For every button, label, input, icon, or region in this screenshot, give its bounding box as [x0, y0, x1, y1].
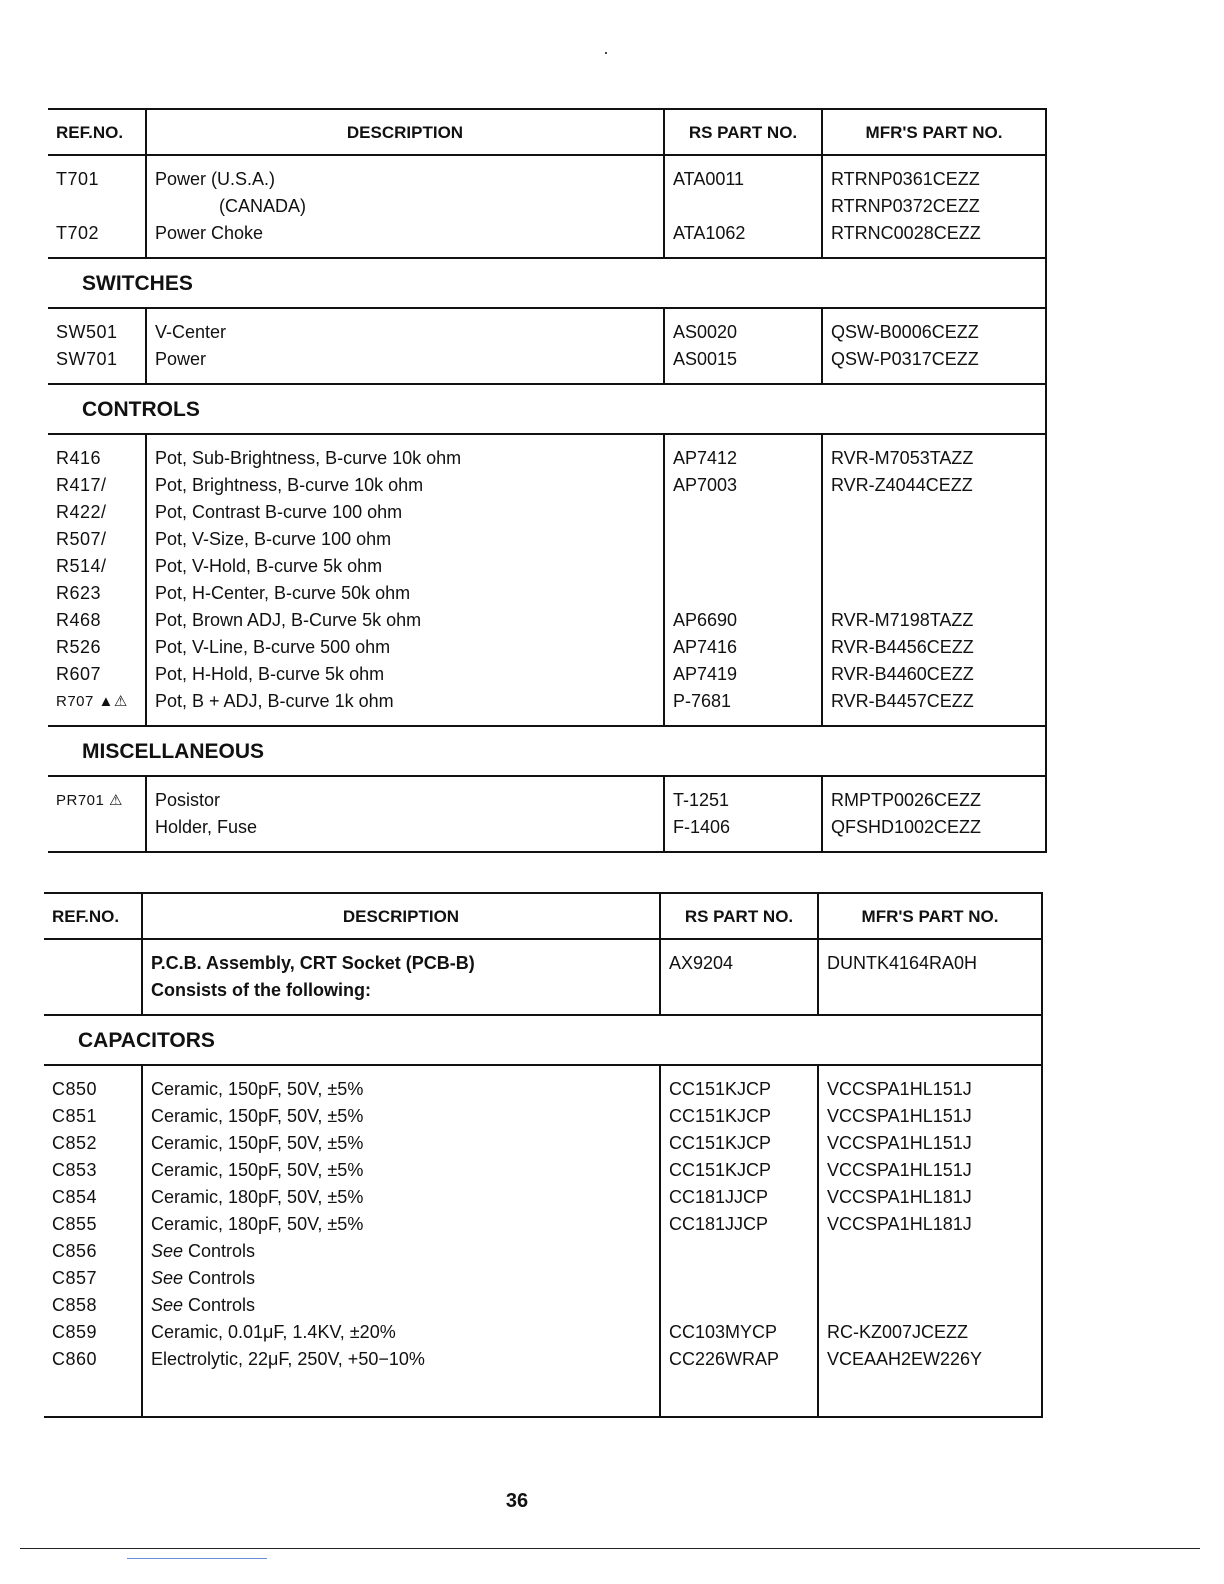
description-cell: Pot, V-Line, B-curve 500 ohm — [155, 637, 391, 657]
description-cell: Ceramic, 180pF, 50V, ±5% — [151, 1214, 364, 1234]
rs-part-cell: AX9204 — [669, 953, 734, 973]
see-label: See — [151, 1268, 184, 1288]
ref-cell: SW501 — [56, 322, 118, 342]
description-cell: Ceramic, 150pF, 50V, ±5% — [151, 1160, 364, 1180]
rs-part-cell: CC151KJCP — [669, 1079, 772, 1099]
speck — [605, 52, 607, 54]
description-cell: Posistor — [155, 790, 221, 810]
mfr-part-header: MFR'S PART NO. — [818, 893, 1042, 939]
rs-part-header: RS PART NO. — [660, 893, 818, 939]
rs-part-cell: AS0015 — [673, 349, 738, 369]
ref-cell: R422/ — [56, 502, 107, 522]
section-title-controls: CONTROLS — [48, 384, 1046, 434]
see-target: Controls — [183, 1295, 256, 1315]
table-row — [48, 308, 1046, 384]
ref-cell: R416 — [56, 448, 102, 468]
assembly-subtitle: Consists of the following: — [151, 980, 371, 1000]
rs-part-cell: AS0020 — [673, 322, 738, 342]
description-cell — [151, 1292, 651, 1319]
parts-table-1 — [48, 108, 1047, 853]
rs-part-cell: CC103MYCP — [669, 1322, 778, 1342]
ref-cell: C851 — [52, 1106, 98, 1126]
mfr-part-header: MFR'S PART NO. — [822, 109, 1046, 155]
ref-cell: T702 — [56, 223, 100, 243]
ref-cell: PR701 ⚠ — [56, 792, 123, 809]
section-title-miscellaneous: MISCELLANEOUS — [48, 726, 1046, 776]
table-row — [44, 939, 1042, 1015]
ref-cell: C860 — [52, 1349, 98, 1369]
ref-cell: C850 — [52, 1079, 98, 1099]
ref-cell: C855 — [52, 1214, 98, 1234]
rs-part-header: RS PART NO. — [664, 109, 822, 155]
table-header — [48, 109, 1046, 155]
description-cell: Pot, H-Center, B-curve 50k ohm — [155, 583, 411, 603]
description-cell: Pot, Sub-Brightness, B-curve 10k ohm — [155, 448, 462, 468]
mfr-part-cell: VCCSPA1HL151J — [827, 1160, 972, 1180]
description-cell: Ceramic, 180pF, 50V, ±5% — [151, 1187, 364, 1207]
description-cell: Pot, V-Hold, B-curve 5k ohm — [155, 556, 383, 576]
see-target: Controls — [183, 1241, 256, 1261]
mfr-part-cell: RVR-B4460CEZZ — [831, 664, 974, 684]
rs-part-cell: AP7003 — [673, 475, 738, 495]
table-row — [48, 434, 1046, 726]
table-row — [44, 1065, 1042, 1417]
see-label: See — [151, 1241, 184, 1261]
rs-part-cell: AP6690 — [673, 610, 738, 630]
ref-cell: R507/ — [56, 529, 107, 549]
ref-header: REF.NO. — [48, 109, 146, 155]
description-header: DESCRIPTION — [142, 893, 660, 939]
mfr-part-cell: VCCSPA1HL181J — [827, 1187, 972, 1207]
rs-part-cell: CC181JJCP — [669, 1214, 769, 1234]
mfr-part-cell: RVR-M7198TAZZ — [831, 610, 974, 630]
description-cell: Pot, Brown ADJ, B-Curve 5k ohm — [155, 610, 422, 630]
mfr-part-cell: VCCSPA1HL151J — [827, 1106, 972, 1126]
rs-part-cell: AP7412 — [673, 448, 738, 468]
mfr-part-cell: QFSHD1002CEZZ — [831, 817, 982, 837]
rs-part-cell: CC181JJCP — [669, 1187, 769, 1207]
rs-part-cell: F-1406 — [673, 817, 731, 837]
rs-part-cell: ATA1062 — [673, 223, 746, 243]
description-cell: Pot, Brightness, B-curve 10k ohm — [155, 475, 424, 495]
mfr-part-cell: VCCSPA1HL151J — [827, 1133, 972, 1153]
ref-cell: R526 — [56, 637, 102, 657]
mfr-part-cell: RTRNC0028CEZZ — [831, 223, 981, 243]
ref-cell: SW701 — [56, 349, 118, 369]
description-cell: Ceramic, 150pF, 50V, ±5% — [151, 1106, 364, 1126]
rs-part-cell: CC151KJCP — [669, 1160, 772, 1180]
ref-cell: R607 — [56, 664, 102, 684]
description-cell: Ceramic, 150pF, 50V, ±5% — [151, 1079, 364, 1099]
ref-cell: C854 — [52, 1187, 98, 1207]
mfr-part-cell: RVR-M7053TAZZ — [831, 448, 974, 468]
mfr-part-cell: RTRNP0372CEZZ — [831, 196, 980, 216]
rs-part-cell: CC226WRAP — [669, 1349, 780, 1369]
section-row — [48, 726, 1046, 776]
see-target: Controls — [183, 1268, 256, 1288]
rs-part-cell: AP7419 — [673, 664, 738, 684]
rs-part-cell: P-7681 — [673, 691, 732, 711]
mfr-part-cell: RVR-Z4044CEZZ — [831, 475, 973, 495]
mfr-part-cell: RVR-B4457CEZZ — [831, 691, 974, 711]
mfr-part-cell: RVR-B4456CEZZ — [831, 637, 974, 657]
ref-header: REF.NO. — [44, 893, 142, 939]
mfr-part-cell: QSW-B0006CEZZ — [831, 322, 979, 342]
ref-cell: C857 — [52, 1268, 98, 1288]
footer-accent-rule — [127, 1558, 267, 1559]
table-header — [44, 893, 1042, 939]
description-cell: Power — [155, 349, 207, 369]
ref-cell: T701 — [56, 169, 100, 189]
ref-cell: R707 ▲⚠ — [56, 693, 128, 710]
footer-rule — [20, 1548, 1200, 1549]
mfr-part-cell: RTRNP0361CEZZ — [831, 169, 980, 189]
description-cell: Ceramic, 150pF, 50V, ±5% — [151, 1133, 364, 1153]
section-row — [48, 258, 1046, 308]
description-cell: Pot, Contrast B-curve 100 ohm — [155, 502, 403, 522]
ref-cell: R468 — [56, 610, 102, 630]
mfr-part-cell: RMPTP0026CEZZ — [831, 790, 982, 810]
ref-cell: C852 — [52, 1133, 98, 1153]
assembly-title: P.C.B. Assembly, CRT Socket (PCB-B) — [151, 953, 475, 973]
mfr-part-cell: VCEAAH2EW226Y — [827, 1349, 983, 1369]
description-cell — [151, 1265, 651, 1292]
mfr-part-cell: QSW-P0317CEZZ — [831, 349, 979, 369]
page-number: 36 — [505, 1490, 529, 1512]
section-title-capacitors: CAPACITORS — [44, 1015, 1042, 1065]
rs-part-cell: T-1251 — [673, 790, 730, 810]
description-cell: (CANADA) — [219, 196, 307, 216]
description-cell: Pot, H-Hold, B-curve 5k ohm — [155, 664, 385, 684]
ref-cell: C856 — [52, 1241, 98, 1261]
rs-part-cell: CC151KJCP — [669, 1133, 772, 1153]
ref-cell: C859 — [52, 1322, 98, 1342]
mfr-part-cell: DUNTK4164RA0H — [827, 953, 978, 973]
mfr-part-cell: VCCSPA1HL151J — [827, 1079, 972, 1099]
section-row — [44, 1015, 1042, 1065]
description-cell: Holder, Fuse — [155, 817, 258, 837]
rs-part-cell: AP7416 — [673, 637, 738, 657]
parts-table-2 — [44, 892, 1043, 1418]
ref-cell: C858 — [52, 1295, 98, 1315]
section-title-switches: SWITCHES — [48, 258, 1046, 308]
section-row — [48, 384, 1046, 434]
ref-cell: R514/ — [56, 556, 107, 576]
mfr-part-cell: VCCSPA1HL181J — [827, 1214, 972, 1234]
description-cell: Pot, V-Size, B-curve 100 ohm — [155, 529, 392, 549]
description-cell: V-Center — [155, 322, 227, 342]
ref-cell: C853 — [52, 1160, 98, 1180]
ref-cell: R417/ — [56, 475, 107, 495]
table-row — [48, 155, 1046, 258]
description-cell — [151, 1238, 651, 1265]
table-row — [48, 776, 1046, 852]
description-header: DESCRIPTION — [146, 109, 664, 155]
description-cell: Pot, B + ADJ, B-curve 1k ohm — [155, 691, 394, 711]
description-cell: Electrolytic, 22μF, 250V, +50−10% — [151, 1349, 425, 1369]
rs-part-cell: CC151KJCP — [669, 1106, 772, 1126]
ref-cell: R623 — [56, 583, 102, 603]
description-cell: Power Choke — [155, 223, 264, 243]
mfr-part-cell: RC-KZ007JCEZZ — [827, 1322, 969, 1342]
see-label: See — [151, 1295, 184, 1315]
description-cell: Ceramic, 0.01μF, 1.4KV, ±20% — [151, 1322, 396, 1342]
rs-part-cell: ATA0011 — [673, 169, 745, 189]
description-cell: Power (U.S.A.) — [155, 169, 276, 189]
